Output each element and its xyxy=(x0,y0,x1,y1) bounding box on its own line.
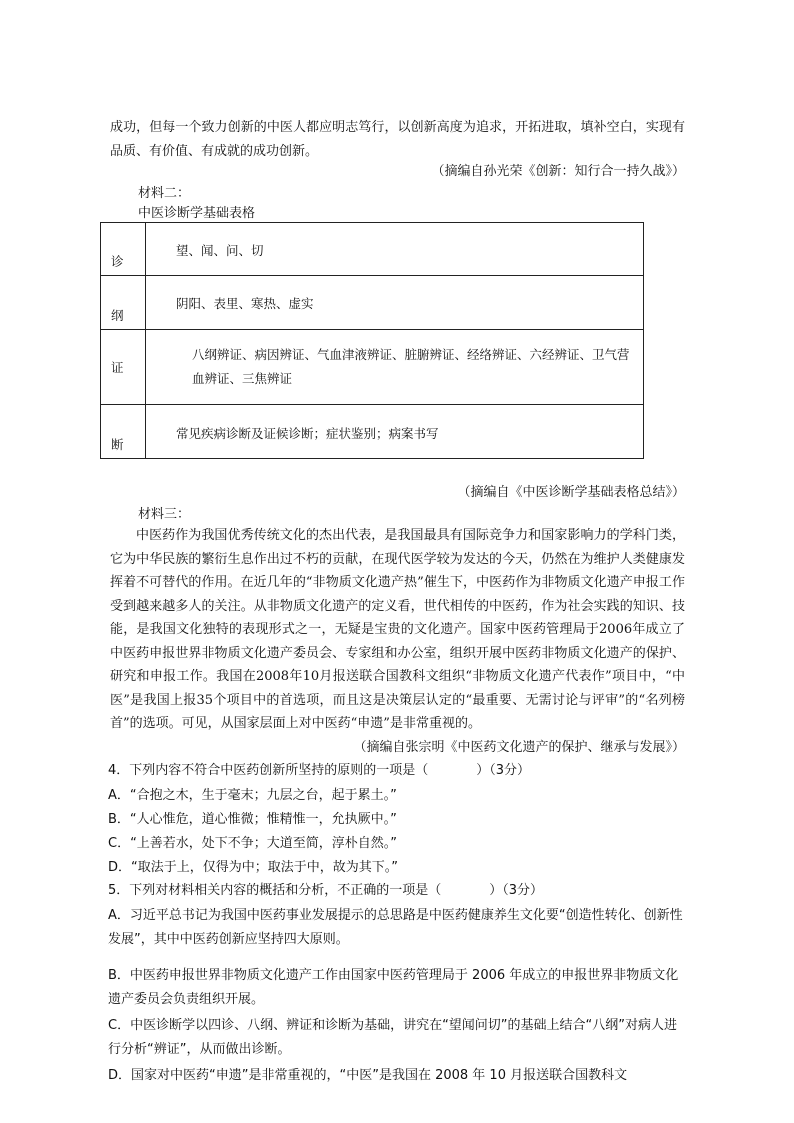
question-5-option-d: D．国家对中医药“申遗”是非常重视的，“中医”是我国在 2008 年 10 月报送联合国教科文 xyxy=(108,1068,628,1083)
row-content: 八纲辨证、病因辨证、气血津液辨证、脏腑辨证、经络辨证、六经辨证、卫气营血辨证、三焦辨证 xyxy=(146,330,644,405)
row-char: 纲 xyxy=(111,308,124,323)
question-4-stem: 4．下列内容不符合中医药创新所坚持的原则的一项是（ ）（3分） xyxy=(108,763,531,778)
row-content: 望、闻、问、切 xyxy=(146,223,644,276)
question-5-stem: 5．下列对材料相关内容的概括和分析，不正确的一项是（ ）（3分） xyxy=(108,883,544,898)
source-material-1: （摘编自孙光荣《创新：知行合一持久战》） xyxy=(431,164,685,179)
row-content: 常见疾病诊断及证候诊断；症状鉴别；病案书写 xyxy=(146,405,644,459)
source-material-3: （摘编自张宗明《中医药文化遗产的保护、继承与发展》） xyxy=(353,740,685,755)
question-4-option-d: D．“取法于上，仅得为中；取法于中，故为其下。” xyxy=(108,860,398,875)
question-4-option-a: A．“合抱之木，生于毫末；九层之台，起于累土。” xyxy=(108,788,397,803)
diagnosis-table xyxy=(100,222,644,459)
source-material-2: （摘编自《中医诊断学基础表格总结》） xyxy=(457,485,685,500)
question-5-option-b: B．中医药申报世界非物质文化遗产工作由国家中医药管理局于 2006 年成立的申报世界非物质文化遗产委员会负责组织开展。 xyxy=(108,968,679,1007)
row-char: 诊 xyxy=(111,254,124,269)
row-char: 证 xyxy=(111,360,124,375)
question-5-option-c: C．中医诊断学以四诊、八纲、辨证和诊断为基础，讲究在“望闻问切”的基础上结合“八纲”对病人进行分析“辨证”，从而做出诊断。 xyxy=(108,1018,678,1057)
question-4-option-b: B．“人心惟危，道心惟微；惟精惟一，允执厥中。” xyxy=(108,812,397,827)
question-4-option-c: C．“上善若水，处下不争；大道至简，淳朴自然。” xyxy=(108,836,398,851)
row-content: 阴阳、表里、寒热、虚实 xyxy=(146,276,644,330)
material-3-text: 中医药作为我国优秀传统文化的杰出代表，是我国最具有国际竞争力和国家影响力的学科门类，它为中华民族的繁衍生息作出过不朽的贡献，在现代医学较为发达的今天，仍然在为维护人类健康发挥着不可替代的作用。在近几年的“非物质文化遗产热”催生下，中医药作为非物质文化遗产申报工作受到越来越多人的关注。从非物质文化遗产的定义看，世代相传的中医药，作为社会实践的知识、技能，是我国文化独特的表现形式之一，无疑是宝贵的文化遗产。国家中医药管理局于2006年成立了中医药申报世界非物质文化遗产委员会、专家组和办公室，组织开展中医药非物质文化遗产的保护、研究和申报工作。我国在2008年10月报送联合国教科文组织“非物质文化遗产代表作”项目中，“中医”是我国上报35个项目中的首选项，而且这是决策层认定的“最重要、无需讨论与评审”的“名列榜首”的选项。可见，从国家层面上对中医药“申遗”是非常重视的。 xyxy=(110,528,685,731)
row-char: 断 xyxy=(111,437,124,452)
material-2-label: 材料二： xyxy=(138,186,191,201)
table-row xyxy=(101,405,644,459)
table-row xyxy=(101,276,644,330)
table-title: 中医诊断学基础表格 xyxy=(138,206,256,221)
question-5-option-a: A．习近平总书记为我国中医药事业发展提示的总思路是中医药健康养生文化要“创造性转化、创新性发展”，其中中医药创新应坚持四大原则。 xyxy=(108,908,683,947)
top-paragraph: 成功，但每一个致力创新的中医人都应明志笃行，以创新高度为追求，开拓进取，填补空白，实现有品质、有价值、有成就的成功创新。 xyxy=(110,120,685,159)
table-row xyxy=(101,330,644,405)
material-3-label: 材料三： xyxy=(138,507,191,522)
table-row xyxy=(101,223,644,276)
